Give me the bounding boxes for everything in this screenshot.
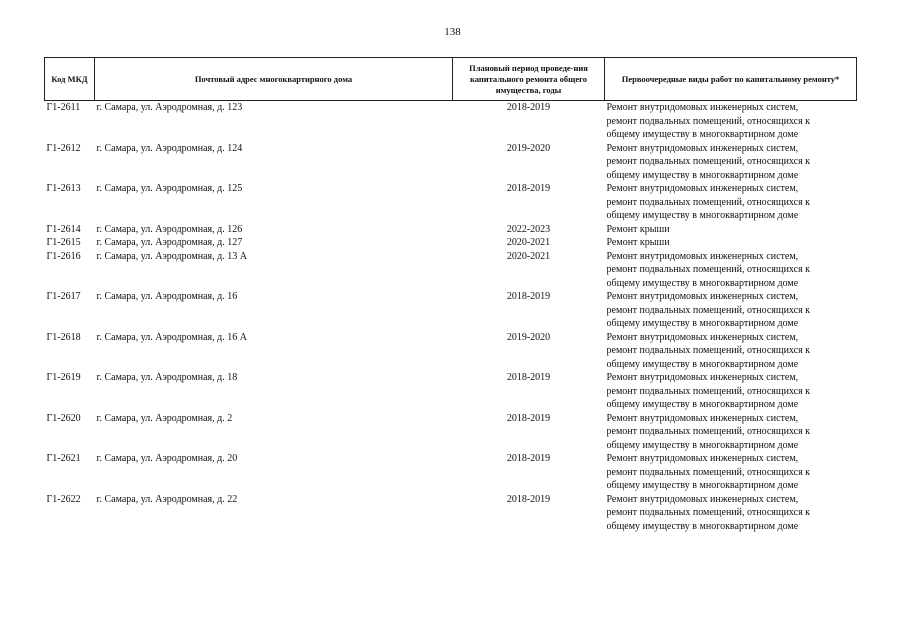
works-line: ремонт подвальных помещений, относящихся к — [606, 426, 811, 437]
works-line: Ремонт внутридомовых инженерных систем, — [606, 372, 799, 383]
header-period: Плановый период проведе-ния капитального ремонта общего имущества, годы — [453, 58, 605, 101]
works-line: Ремонт внутридомовых инженерных систем, — [606, 142, 799, 154]
header-code: Код МКД — [45, 58, 95, 101]
header-address: Почтовый адрес многоквартирного дома — [95, 58, 453, 101]
row-works — [605, 493, 857, 534]
works-line: ремонт подвальных помещений, относящихся к — [606, 466, 811, 478]
row-period: 2020-2021 — [506, 250, 551, 262]
row-code: Г1-2618 — [46, 331, 81, 343]
works-line: Ремонт внутридомовых инженерных систем, — [606, 183, 799, 194]
row-works — [605, 290, 857, 331]
row-works — [605, 101, 857, 142]
row-period: 2020-2021 — [506, 237, 551, 248]
row-works — [605, 142, 857, 183]
table-body — [45, 101, 857, 534]
row-code: Г1-2621 — [46, 453, 81, 464]
table-header — [45, 58, 857, 101]
row-works — [605, 250, 857, 291]
row-address: г. Самара, ул. Аэродромная, д. 20 — [96, 453, 238, 464]
row-address: г. Самара, ул. Аэродромная, д. 22 — [96, 493, 238, 505]
table-row — [45, 223, 857, 237]
works-line: ремонт подвальных помещений, относящихся к — [606, 304, 811, 316]
row-code: Г1-2612 — [46, 142, 81, 154]
row-works — [605, 452, 857, 493]
row-code: Г1-2619 — [46, 372, 81, 383]
header-works: Первоочередные виды работ по капитальному ремонту* — [605, 58, 857, 101]
row-period: 2019-2020 — [506, 142, 551, 154]
row-address: г. Самара, ул. Аэродромная, д. 13 А — [96, 250, 247, 262]
row-code: Г1-2616 — [46, 250, 81, 262]
works-line: ремонт подвальных помещений, относящихся к — [606, 156, 811, 167]
row-address: г. Самара, ул. Аэродромная, д. 127 — [96, 237, 243, 248]
row-code: Г1-2622 — [46, 493, 81, 505]
works-line: Ремонт внутридомовых инженерных систем, — [606, 331, 799, 343]
row-period: 2018-2019 — [506, 453, 551, 464]
works-line: Ремонт крыши — [606, 237, 670, 248]
table-row — [45, 493, 857, 534]
row-address: г. Самара, ул. Аэродромная, д. 124 — [96, 142, 243, 154]
row-period: 2018-2019 — [506, 183, 551, 194]
table-row — [45, 412, 857, 453]
works-line: ремонт подвальных помещений, относящихся к — [606, 196, 811, 208]
row-works — [605, 371, 857, 412]
row-address: г. Самара, ул. Аэродромная, д. 18 — [96, 372, 238, 383]
works-line: общему имуществу в многоквартирном доме — [606, 520, 799, 532]
header-row — [45, 58, 857, 101]
row-period: 2018-2019 — [506, 102, 551, 113]
row-period: 2018-2019 — [506, 372, 551, 383]
row-address: г. Самара, ул. Аэродромная, д. 16 А — [96, 331, 247, 343]
row-period: 2018-2019 — [506, 291, 551, 302]
row-works — [605, 331, 857, 372]
row-period: 2019-2020 — [506, 331, 551, 343]
works-line: ремонт подвальных помещений, относящихся к — [606, 385, 811, 397]
table-row — [45, 250, 857, 291]
works-line: общему имуществу в многоквартирном доме — [606, 277, 799, 289]
row-period: 2018-2019 — [506, 493, 551, 505]
table-row — [45, 331, 857, 372]
works-line: Ремонт внутридомовых инженерных систем, — [606, 102, 799, 113]
works-line: общему имуществу в многоквартирном доме — [606, 439, 799, 451]
row-code: Г1-2611 — [46, 102, 81, 113]
row-address: г. Самара, ул. Аэродромная, д. 126 — [96, 223, 243, 235]
works-line: ремонт подвальных помещений, относящихся к — [606, 345, 811, 356]
works-line: общему имуществу в многоквартирном доме — [606, 399, 799, 410]
row-code: Г1-2615 — [46, 237, 81, 248]
table-row — [45, 142, 857, 183]
row-works — [605, 236, 857, 250]
works-line: ремонт подвальных помещений, относящихся к — [606, 264, 811, 275]
row-address: г. Самара, ул. Аэродромная, д. 123 — [96, 102, 243, 113]
works-line: Ремонт внутридомовых инженерных систем, — [606, 250, 799, 262]
works-line: Ремонт внутридомовых инженерных систем, — [606, 493, 799, 505]
row-works — [605, 182, 857, 223]
row-code: Г1-2614 — [46, 223, 81, 235]
page-number: 138 — [444, 26, 461, 38]
row-address: г. Самара, ул. Аэродромная, д. 125 — [96, 183, 243, 194]
table-row — [45, 452, 857, 493]
works-line: общему имуществу в многоквартирном доме — [606, 358, 799, 370]
works-line: Ремонт внутридомовых инженерных систем, — [606, 412, 799, 424]
row-works — [605, 223, 857, 237]
row-code: Г1-2620 — [46, 412, 81, 424]
table-row — [45, 371, 857, 412]
works-line: общему имуществу в многоквартирном доме — [606, 169, 799, 181]
table-row — [45, 236, 857, 250]
row-code: Г1-2617 — [46, 291, 81, 302]
table-row — [45, 290, 857, 331]
row-works — [605, 412, 857, 453]
works-line: общему имуществу в многоквартирном доме — [606, 129, 799, 140]
works-line: общему имуществу в многоквартирном доме — [606, 210, 799, 221]
row-period: 2018-2019 — [506, 412, 551, 424]
housing-register-table — [44, 57, 857, 533]
works-line: ремонт подвальных помещений, относящихся к — [606, 115, 811, 127]
row-address: г. Самара, ул. Аэродромная, д. 16 — [96, 291, 238, 302]
works-line: Ремонт крыши — [606, 223, 670, 235]
works-line: общему имуществу в многоквартирном доме — [606, 480, 799, 491]
table-row — [45, 101, 857, 142]
works-line: Ремонт внутридомовых инженерных систем, — [606, 291, 799, 302]
table-row — [45, 182, 857, 223]
works-line: общему имуществу в многоквартирном доме — [606, 318, 799, 329]
row-code: Г1-2613 — [46, 183, 81, 194]
row-address: г. Самара, ул. Аэродромная, д. 2 — [96, 412, 233, 424]
works-line: Ремонт внутридомовых инженерных систем, — [606, 453, 799, 464]
works-line: ремонт подвальных помещений, относящихся к — [606, 507, 811, 518]
row-period: 2022-2023 — [506, 223, 551, 235]
